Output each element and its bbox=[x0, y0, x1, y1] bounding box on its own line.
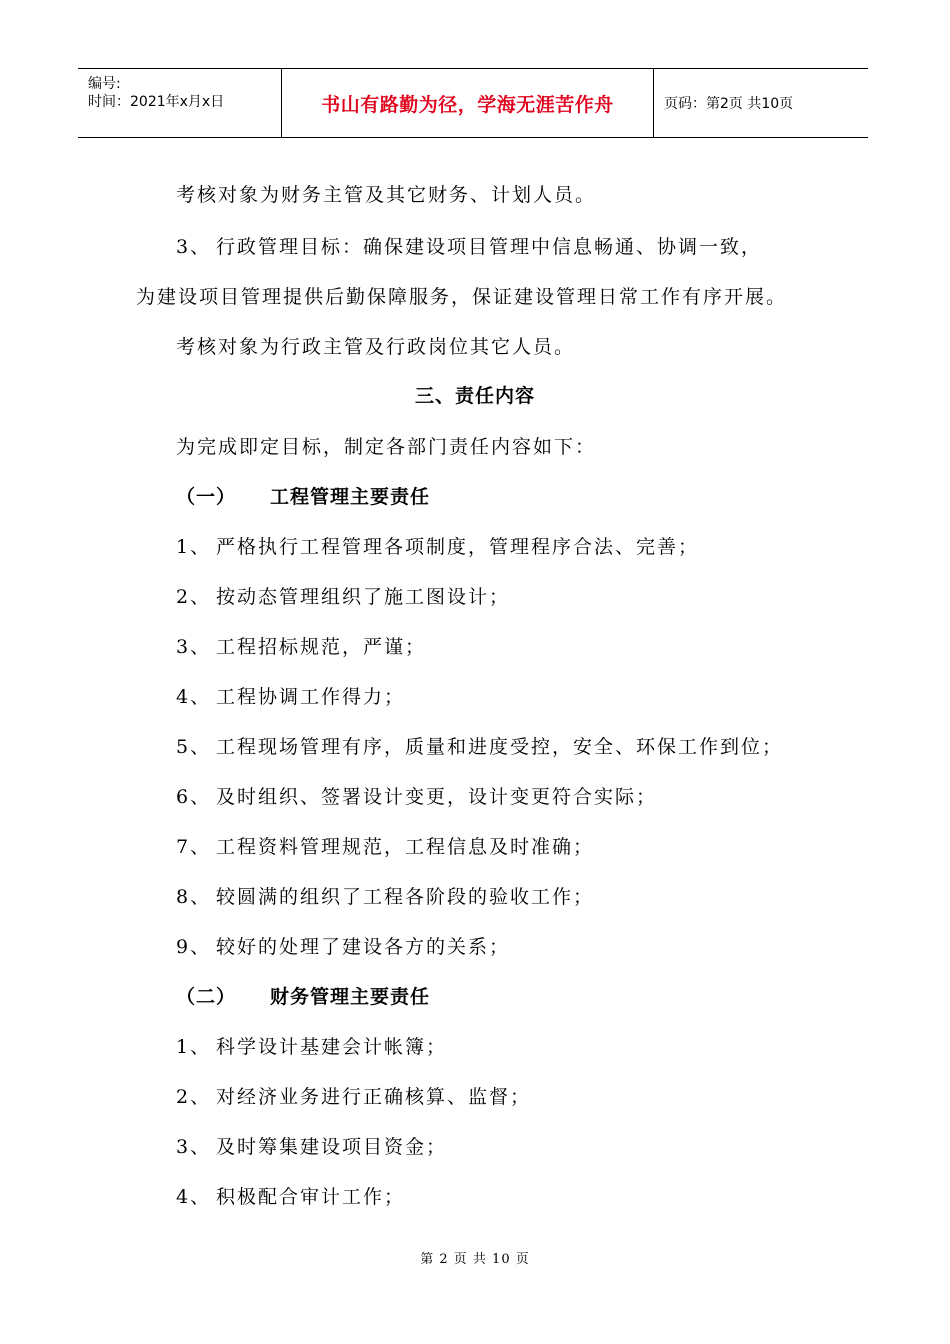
item-text: 工程资料管理规范，工程信息及时准确； bbox=[216, 836, 595, 858]
item-text: 工程协调工作得力； bbox=[216, 686, 406, 708]
item-number: 3、 bbox=[176, 636, 212, 658]
item-text: 工程现场管理有序，质量和进度受控，安全、环保工作到位； bbox=[216, 736, 784, 758]
subsection-title: 财务管理主要责任 bbox=[270, 986, 431, 1008]
list-item bbox=[176, 1032, 447, 1059]
item-number: 3、 bbox=[176, 1136, 212, 1158]
list-item bbox=[176, 832, 594, 859]
header-page-cell bbox=[654, 69, 868, 137]
item-text: 科学设计基建会计帐簿； bbox=[216, 1036, 448, 1058]
header-motto-cell bbox=[282, 69, 654, 137]
page-info: 页码：第2页 共10页 bbox=[664, 96, 794, 112]
item-number: 9、 bbox=[176, 936, 212, 958]
list-item bbox=[176, 582, 510, 609]
list-item bbox=[176, 1182, 405, 1209]
subsection-heading-finance bbox=[176, 982, 430, 1009]
item-text: 行政管理目标：确保建设项目管理中信息畅通、协调一致， bbox=[216, 236, 763, 258]
item-text: 及时组织、签署设计变更，设计变更符合实际； bbox=[216, 786, 658, 808]
item-number: 8、 bbox=[176, 886, 212, 908]
paragraph-assess-finance: 考核对象为财务主管及其它财务、计划人员。 bbox=[176, 184, 597, 206]
list-item bbox=[176, 682, 405, 709]
subsection-number: （一） bbox=[176, 486, 237, 508]
paragraph-admin-goal bbox=[176, 232, 762, 259]
header-meta-cell bbox=[78, 69, 282, 137]
list-item bbox=[176, 632, 426, 659]
item-text: 较好的处理了建设各方的关系； bbox=[216, 936, 511, 958]
item-text: 对经济业务进行正确核算、监督； bbox=[216, 1086, 532, 1108]
item-number: 4、 bbox=[176, 686, 212, 708]
item-text: 积极配合审计工作； bbox=[216, 1186, 406, 1208]
document-header bbox=[78, 68, 868, 138]
list-item bbox=[176, 782, 657, 809]
list-item bbox=[176, 1082, 531, 1109]
list-item bbox=[176, 732, 783, 759]
item-text: 严格执行工程管理各项制度，管理程序合法、完善； bbox=[216, 536, 700, 558]
item-number: 3、 bbox=[176, 236, 212, 258]
list-item bbox=[176, 1132, 447, 1159]
item-number: 2、 bbox=[176, 586, 212, 608]
item-text: 按动态管理组织了施工图设计； bbox=[216, 586, 511, 608]
item-text: 及时筹集建设项目资金； bbox=[216, 1136, 448, 1158]
paragraph-intro: 为完成即定目标，制定各部门责任内容如下： bbox=[176, 436, 597, 458]
item-text: 较圆满的组织了工程各阶段的验收工作； bbox=[216, 886, 595, 908]
motto-text: 书山有路勤为径，学海无涯苦作舟 bbox=[321, 93, 614, 116]
list-item bbox=[176, 882, 594, 909]
section-title: 三、责任内容 bbox=[414, 385, 535, 407]
subsection-title: 工程管理主要责任 bbox=[270, 486, 431, 508]
paragraph-assess-admin: 考核对象为行政主管及行政岗位其它人员。 bbox=[176, 336, 576, 358]
subsection-number: （二） bbox=[176, 986, 237, 1008]
item-number: 1、 bbox=[176, 536, 212, 558]
list-item bbox=[176, 532, 699, 559]
item-number: 5、 bbox=[176, 736, 212, 758]
item-text: 工程招标规范，严谨； bbox=[216, 636, 427, 658]
item-number: 1、 bbox=[176, 1036, 212, 1058]
subsection-heading-engineering bbox=[176, 482, 430, 509]
item-number: 7、 bbox=[176, 836, 212, 858]
item-number: 6、 bbox=[176, 786, 212, 808]
item-number: 4、 bbox=[176, 1186, 212, 1208]
page-footer: 第 2 页 共 10 页 bbox=[420, 1252, 530, 1267]
paragraph-admin-goal-cont: 为建设项目管理提供后勤保障服务，保证建设管理日常工作有序开展。 bbox=[136, 286, 788, 308]
time-label: 时间：2021年x月x日 bbox=[88, 94, 225, 110]
list-item bbox=[176, 932, 510, 959]
code-label: 编号: bbox=[88, 76, 121, 92]
item-number: 2、 bbox=[176, 1086, 212, 1108]
